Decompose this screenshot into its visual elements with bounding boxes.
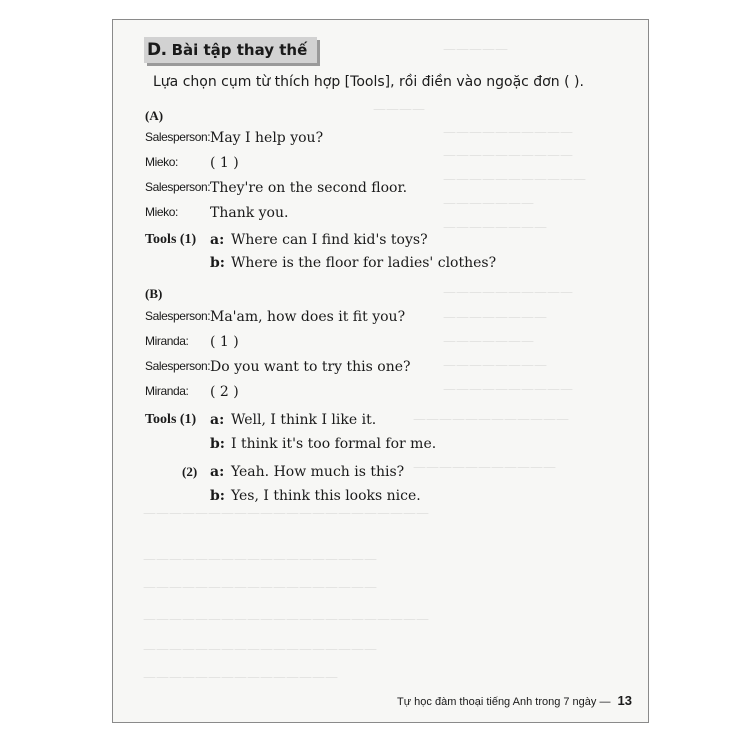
instruction-text: Lựa chọn cụm từ thích hợp [Tools], rồi điền vào ngoặc đơn ( ). (153, 74, 584, 90)
section-heading (144, 37, 317, 63)
option-letter: b: (210, 488, 225, 504)
part-a-label: (A) (145, 108, 164, 123)
option-text: Well, I think I like it. (231, 412, 377, 428)
speaker-label: Salesperson: (145, 180, 211, 194)
section-letter: D. (147, 40, 167, 60)
part-b-label: (B) (145, 286, 163, 301)
speech-text: They're on the second floor. (210, 180, 408, 196)
blank-slot: ( 1 ) (210, 155, 239, 171)
option-text: Yeah. How much is this? (231, 464, 405, 480)
page-footer (397, 693, 632, 708)
show-through-text: ————— ———— —————————— —————————— ——————————— ——————— ———————— —————————— ———————— ——————— ———————— —————————— ———————————— ——————————— —————————————————————— —————————————————— —————————————————— —————————————————————— —————————————————— ——————————————— (143, 42, 586, 685)
book-page (112, 19, 649, 723)
speech-text: May I help you? (210, 130, 324, 146)
tools-label: Tools (1) (145, 232, 197, 247)
option-letter: a: (210, 464, 225, 480)
speaker-label: Salesperson: (145, 359, 211, 373)
speaker-label: Mieko: (145, 155, 178, 169)
option-letter: a: (210, 232, 225, 248)
speech-text: Do you want to try this one? (210, 359, 411, 375)
blank-slot: ( 2 ) (210, 384, 239, 400)
option-letter: a: (210, 412, 225, 428)
option-text: Where is the floor for ladies' clothes? (231, 255, 497, 271)
speaker-label: Salesperson: (145, 309, 211, 323)
book-title: Tự học đàm thoại tiếng Anh trong 7 ngày — (397, 696, 611, 708)
option-text: Yes, I think this looks nice. (231, 488, 421, 504)
option-letter: b: (210, 255, 225, 271)
tools-label: Tools (1) (145, 412, 197, 427)
blank-slot: ( 1 ) (210, 334, 239, 350)
speaker-label: Salesperson: (145, 130, 211, 144)
option-text: I think it's too formal for me. (231, 436, 437, 452)
speaker-label: Miranda: (145, 334, 189, 348)
speaker-label: Miranda: (145, 384, 189, 398)
option-letter: b: (210, 436, 225, 452)
speaker-label: Mieko: (145, 205, 178, 219)
page-number: 13 (617, 693, 632, 708)
speech-text: Ma'am, how does it fit you? (210, 309, 406, 325)
speech-text: Thank you. (210, 205, 289, 221)
tools-number-label: (2) (182, 464, 198, 479)
option-text: Where can I find kid's toys? (231, 232, 428, 248)
section-title: Bài tập thay thế (171, 41, 308, 59)
